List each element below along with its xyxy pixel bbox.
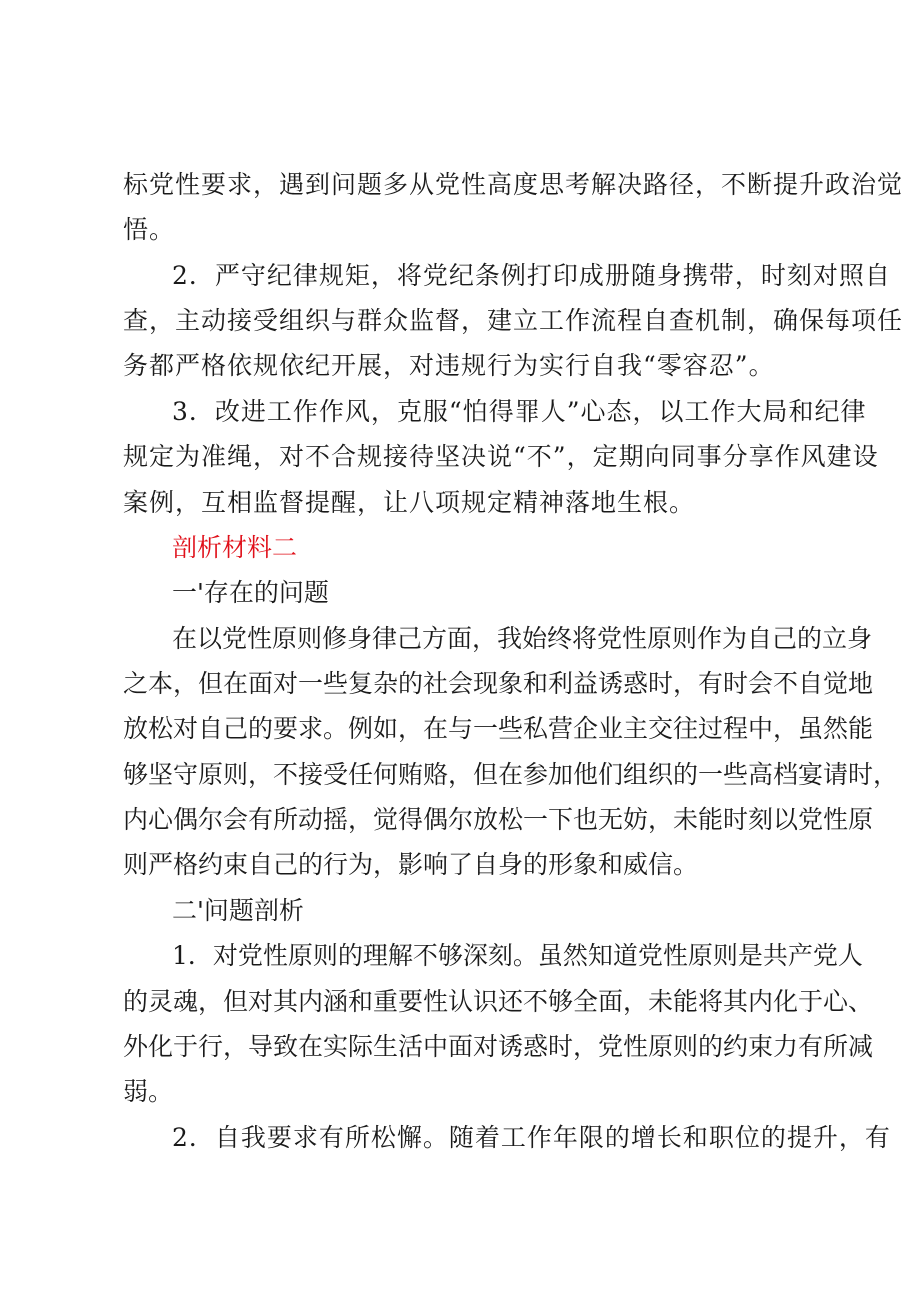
subsection-heading: 一'存在的问题 [172, 578, 329, 607]
list-item-3-line: 3．改进工作作风，克服“怕得罪人”心态，以工作大局和纪律 [172, 397, 867, 426]
body-text-line: 案例，互相监督提醒，让八项规定精神落地生根。 [123, 488, 696, 517]
paragraph-line: 弱。 [123, 1077, 174, 1106]
paragraph-line: 在以党性原则修身律己方面，我始终将党性原则作为自己的立身 [172, 624, 873, 653]
list-item-1-line: 1．对党性原则的理解不够深刻。虽然知道党性原则是共产党人 [172, 941, 863, 970]
list-item-2-line: 2．严守纪律规矩，将党纪条例打印成册随身携带，时刻对照自 [172, 261, 891, 290]
paragraph-line: 外化于行，导致在实际生活中面对诱惑时，党性原则的约束力有所减 [123, 1032, 874, 1061]
subsection-heading: 二'问题剖析 [172, 896, 304, 925]
paragraph-line: 则严格约束自己的行为，影响了自身的形象和威信。 [123, 850, 699, 879]
paragraph-line: 内心偶尔会有所动摇，觉得偶尔放松一下也无妨，未能时刻以党性原 [123, 805, 874, 834]
paragraph-line: 放松对自己的要求。例如，在与一些私营企业主交往过程中，虽然能 [123, 714, 874, 743]
list-item-2b-line: 2．自我要求有所松懈。随着工作年限的增长和职位的提升，有 [172, 1123, 891, 1152]
paragraph-line: 的灵魂，但对其内涵和重要性认识还不够全面，未能将其内化于心、 [123, 987, 874, 1016]
body-text-line: 务都严格依规依纪开展，对违规行为实行自我“零容忍”。 [123, 351, 775, 380]
paragraph-line: 之本，但在面对一些复杂的社会现象和利益诱惑时，有时会不自觉地 [123, 669, 874, 698]
paragraph-line: 够坚守原则，不接受任何贿赂，但在参加他们组织的一些高档宴请时， [123, 760, 899, 789]
body-text-line: 标党性要求，遇到问题多从党性高度思考解决路径，不断提升政治觉 [123, 170, 904, 199]
body-text-line: 规定为准绳，对不合规接待坚决说“不”，定期向同事分享作风建设 [123, 442, 879, 471]
body-text-line: 查，主动接受组织与群众监督，建立工作流程自查机制，确保每项任 [123, 306, 904, 335]
section-title: 剖析材料二 [172, 533, 298, 562]
body-text-line: 悟。 [123, 215, 176, 244]
